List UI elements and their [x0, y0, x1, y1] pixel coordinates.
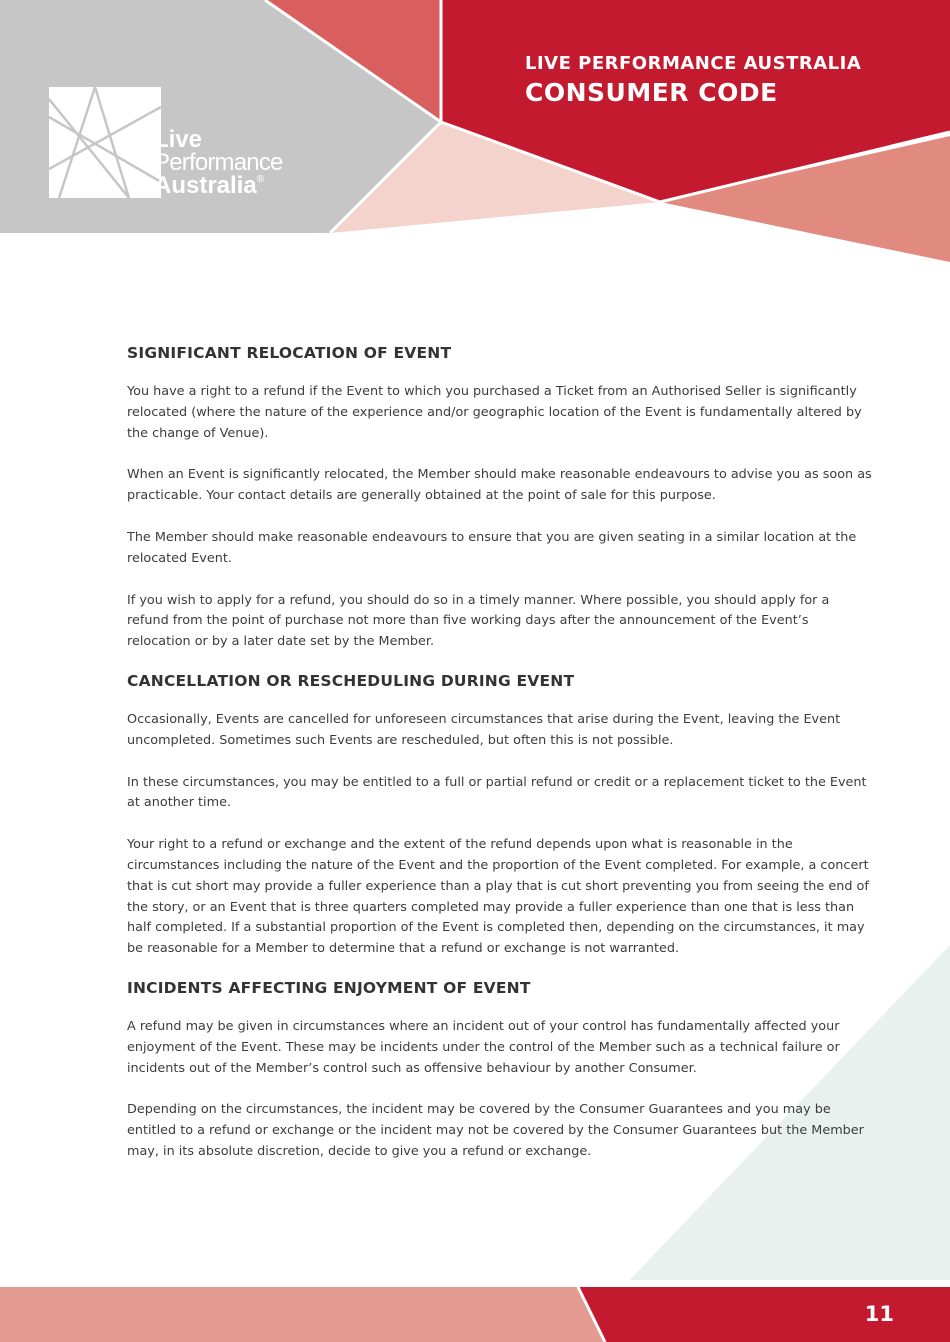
- logo-line-3-text: Australia: [154, 171, 257, 199]
- section-heading: CANCELLATION OR RESCHEDULING DURING EVENT: [127, 671, 575, 690]
- paragraph: Occasionally, Events are cancelled for unforeseen circumstances that arise during the Event, leaving the Event uncompleted. Sometimes such Events are rescheduled, but often this is not possible.: [127, 711, 841, 748]
- logo-star-icon: [49, 87, 161, 202]
- paragraph: Depending on the circumstances, the incident may be covered by the Consumer Guarantees and you may be entitled to a refund or exchange or the incident may not be covered by the Consumer Guarantees but the Member may, in its absolute discretion, decide to give you a refund or exchange.: [127, 1102, 864, 1159]
- section-cancellation-during-event: [127, 672, 872, 960]
- lpa-logo: [49, 87, 283, 202]
- paragraph: If you wish to apply for a refund, you should do so in a timely manner. Where possible, you should apply for a refund from the point of purchase not more than five working days after the announcement of the Event’s relocation or by a later date set by the Member.: [127, 592, 830, 650]
- logo-line-3: [154, 171, 283, 199]
- header-doc-title: CONSUMER CODE: [525, 78, 778, 107]
- header-brand: [525, 55, 861, 105]
- paragraph: A refund may be given in circumstances where an incident out of your control has fundamentally affected your enjoyment of the Event. These may be incidents under the control of the Member such as a technical failure or incidents out of the Member’s control such as offensive behaviour by another Consumer.: [127, 1018, 840, 1076]
- section-heading: SIGNIFICANT RELOCATION OF EVENT: [127, 344, 452, 362]
- logo-line-2: Performance: [154, 148, 283, 176]
- section-heading: INCIDENTS AFFECTING ENJOYMENT OF EVENT: [127, 978, 531, 997]
- footer-left-band: [0, 1287, 605, 1342]
- section-significant-relocation: [127, 344, 872, 653]
- registered-mark: ®: [256, 173, 265, 185]
- footer-artwork: [0, 1280, 950, 1342]
- paragraph: In these circumstances, you may be entitled to a full or partial refund or credit or a replacement ticket to the Event at another time.: [127, 774, 867, 811]
- section-incidents-affecting-enjoyment: [127, 979, 872, 1163]
- paragraph: When an Event is significantly relocated, the Member should make reasonable endeavours to advise you as soon as practicable. Your contact details are generally obtained at the point of sale for this purpose.: [127, 467, 872, 504]
- footer-white-rule: [0, 1280, 950, 1287]
- logo-wordmark: [154, 126, 283, 199]
- footer-right-band: [578, 1287, 950, 1342]
- document-body: [127, 344, 872, 1184]
- paragraph: You have a right to a refund if the Event to which you purchased a Ticket from an Authorised Seller is significantly relocated (where the nature of the experience and/or geographic location of the Event is fundamentally altered by the change of Venue).: [127, 384, 862, 441]
- logo-line-1: Live: [154, 126, 203, 153]
- paragraph: Your right to a refund or exchange and the extent of the refund depends upon what is reasonable in the circumstances including the nature of the Event and the proportion of the Event completed. For example, a concert that is cut short may provide a fuller experience than a play that is cut short preventing you from seeing the end of the story, or an Event that is three quarters completed may provide a fuller experience than one that is less than half completed. If a substantial proportion of the Event is completed then, depending on the circumstances, it may be reasonable for a Member to determine that a refund or exchange is not warranted.: [127, 837, 869, 957]
- paragraph: The Member should make reasonable endeavours to ensure that you are given seating in a similar location at the relocated Event.: [127, 529, 857, 566]
- header-org-name: LIVE PERFORMANCE AUSTRALIA: [525, 53, 862, 74]
- page-number: 11: [864, 1302, 894, 1326]
